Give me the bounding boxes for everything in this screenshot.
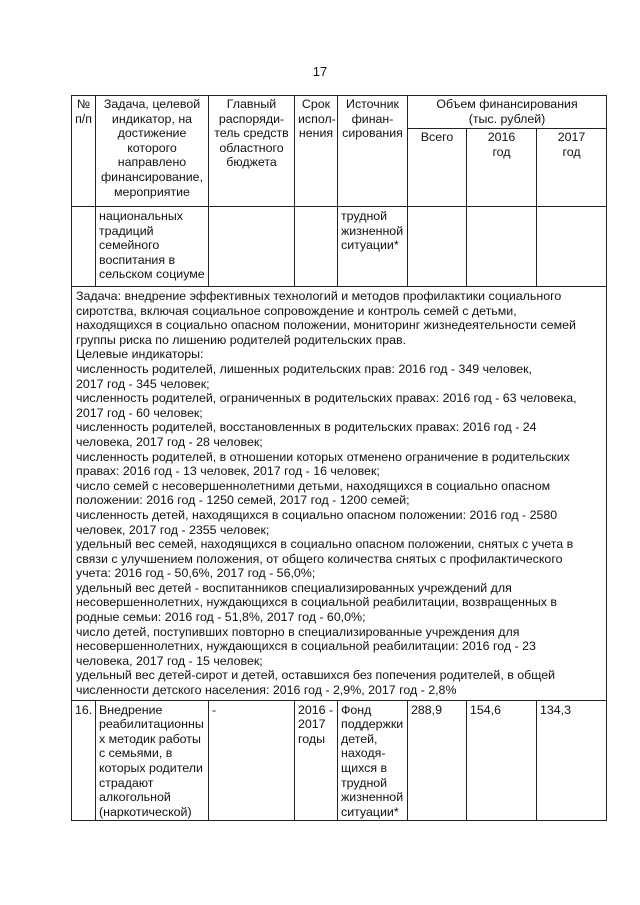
header-task: Задача, целевой индикатор, на достижение которого направлено финансирование, мероприятие xyxy=(96,96,209,207)
row16-total: 288,9 xyxy=(408,700,467,821)
row16-executor: - xyxy=(209,700,295,821)
cell-2017 xyxy=(537,207,607,287)
header-row xyxy=(72,96,607,129)
page-number: 17 xyxy=(312,64,328,79)
cell-2016 xyxy=(467,207,537,287)
header-2016: 2016 год xyxy=(467,129,537,207)
row16-num: 16. xyxy=(72,700,96,821)
row16-2017: 134,3 xyxy=(537,700,607,821)
header-funding: Объем финансирования (тыс. рублей) xyxy=(408,96,607,129)
cell-period xyxy=(295,207,338,287)
cell-num xyxy=(72,207,96,287)
row16-source: Фонд поддержки детей, находя- щихся в трудной жизненной ситуации* xyxy=(338,700,408,821)
header-num: № п/п xyxy=(72,96,96,207)
table-row-continuation xyxy=(72,207,607,287)
task-row xyxy=(72,287,607,701)
header-period: Срок испол- нения xyxy=(295,96,338,207)
cell-source: трудной жизненной ситуации* xyxy=(338,207,408,287)
table-row-16 xyxy=(72,700,607,821)
row16-task: Внедрение реабилитационны х методик работы с семьями, в которых родители страдают алкогольной (наркотической) xyxy=(96,700,209,821)
financing-table xyxy=(71,95,607,821)
cell-task: национальных традиций семейного воспитания в сельском социуме xyxy=(96,207,209,287)
cell-total xyxy=(408,207,467,287)
header-source: Источник финан- сирования xyxy=(338,96,408,207)
row16-period: 2016 - 2017 годы xyxy=(295,700,338,821)
header-total: Всего xyxy=(408,129,467,207)
row16-2016: 154,6 xyxy=(467,700,537,821)
cell-executor xyxy=(209,207,295,287)
header-executor: Главный распоряди- тель средств областного бюджета xyxy=(209,96,295,207)
header-2017: 2017 год xyxy=(537,129,607,207)
task-block: Задача: внедрение эффективных технологий и методов профилактики социального сиротства, включая социальное сопровождение и контроль семей с детьми, находящихся в социально опасном положении, мониторинг жизнедеятельности семей группы риска по лишению родителей родительских прав. Целевые индикаторы: численность родителей, лишенных родительских прав: 2016 год - 349 человек, 2017 год - 345 человек; численность родителей, ограниченных в родительских правах: 2016 год - 63 человека, 2017 год - 60 человек; численность родителей, восстановленных в родительских правах: 2016 год - 24 человека, 2017 год - 28 человек; численность родителей, в отношении которых отменено ограничение в родительских правах: 2016 год - 13 человек, 2017 год - 16 человек; число семей с несовершеннолетними детьми, находящихся в социально опасном положении: 2016 год - 1250 семей, 2017 год - 1200 семей; численность детей, находящихся в социально опасном положении: 2016 год - 2580 человек, 2017 год - 2355 человек; удельный вес семей, находящихся в социально опасном положении, снятых с учета в связи с улучшением положения, от общего количества снятых с профилактического учета: 2016 год - 50,6%, 2017 год - 56,0%; удельный вес детей - воспитанников специализированных учреждений для несовершеннолетних, нуждающихся в социальной реабилитации, возвращенных в родные семьи: 2016 год - 51,8%, 2017 год - 60,0%; число детей, поступивших повторно в специализированные учреждения для несовершеннолетних, нуждающихся в социальной реабилитации: 2016 год - 23 человека, 2017 год - 15 человек; удельный вес детей-сирот и детей, оставшихся без попечения родителей, в общей численности детского населения: 2016 год - 2,9%, 2017 год - 2,8% xyxy=(72,287,607,701)
